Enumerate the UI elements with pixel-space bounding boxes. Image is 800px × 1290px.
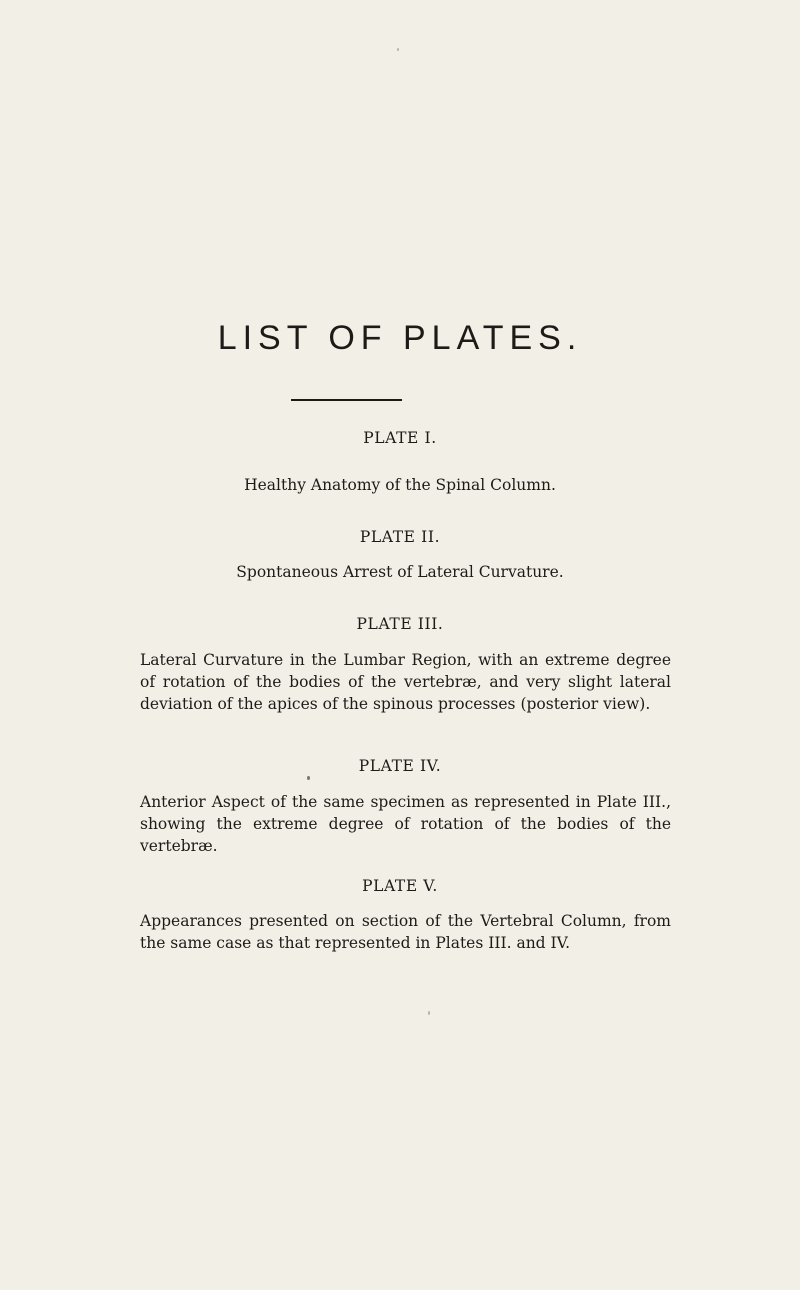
plate-3-description: Lateral Curvature in the Lumbar Region, with an extreme degree of rotation of the bodies of the vertebræ, and very slight lateral deviation of the apices of the spinous processes (posterior view). (140, 651, 671, 713)
plate-2-heading: PLATE II. (359, 528, 441, 546)
print-speck (428, 1011, 430, 1015)
print-speck (307, 776, 310, 780)
plate-4-description: Anterior Aspect of the same specimen as represented in Plate III., showing the extreme degree of rotation of the bodies of the vertebræ. (140, 793, 671, 855)
print-speck (397, 48, 399, 51)
title-rule (291, 399, 402, 401)
plate-4-heading: PLATE IV. (358, 757, 442, 775)
plate-5-description: Appearances presented on section of the Vertebral Column, from the same case as that represented in Plates III. and IV. (140, 912, 671, 952)
page-title: LIST OF PLATES. (217, 319, 583, 357)
plate-3-heading: PLATE III. (356, 615, 444, 633)
plate-1-description: Healthy Anatomy of the Spinal Column. (244, 476, 556, 494)
plate-5-heading: PLATE V. (362, 877, 438, 895)
plate-2-description: Spontaneous Arrest of Lateral Curvature. (236, 563, 564, 581)
plate-1-heading: PLATE I. (363, 429, 437, 447)
